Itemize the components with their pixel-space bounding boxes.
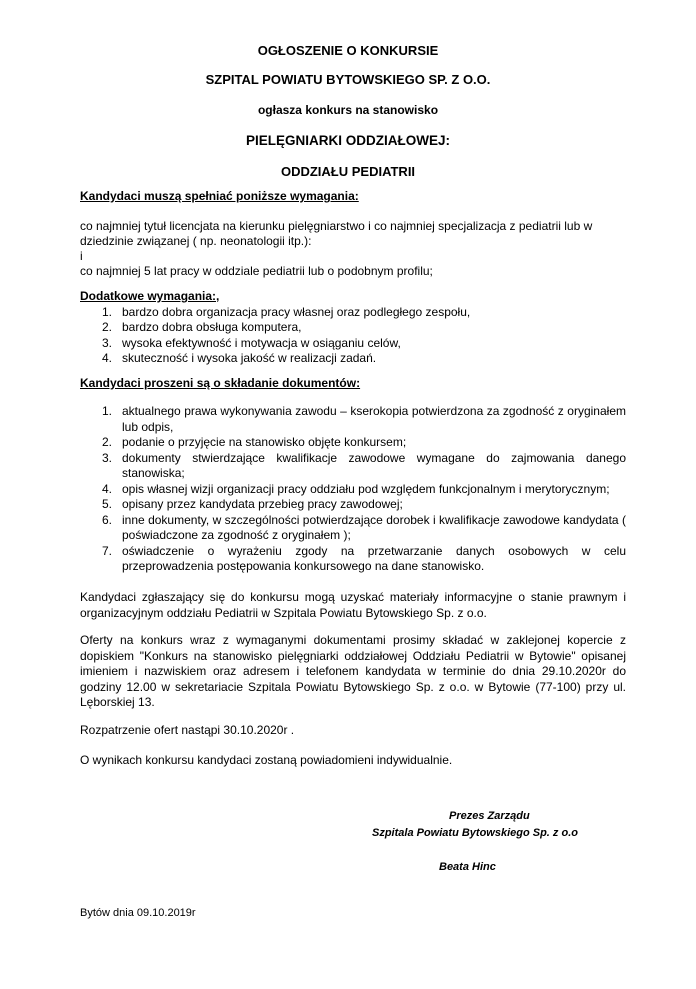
list-item	[80, 305, 626, 321]
requirement-conjunction: i	[80, 249, 83, 263]
list-item-number: 1.	[102, 404, 113, 418]
notification-text: O wynikach konkursu kandydaci zostaną powiadomieni indywidualnie.	[80, 753, 453, 767]
signature-role: Prezes Zarządu	[449, 810, 530, 822]
offers-paragraph: Oferty na konkurs wraz z wymaganymi dokumentami prosimy składać w zaklejonej kopercie z dopiskiem "Konkurs na stanowisko pielęgniarki oddziałowej Oddziału Pediatrii w Bytowie" opisanej imieniem i nazwiskiem oraz adresem i telefonem kandydata w terminie do dnia 29.10.2020r do godziny 12.00 w sekretariacie Szpitala Powiatu Bytowskiego Sp. z o.o. w Bytowie (77-100) przy ul. Lęborskiej 13.	[80, 633, 626, 709]
review-date: Rozpatrzenie ofert nastąpi 30.10.2020r .	[80, 723, 295, 737]
position-title: PIELĘGNIARKI ODDZIAŁOWEJ:	[245, 133, 450, 148]
list-item-number: 7.	[102, 543, 113, 558]
list-item-text: skuteczność i wysoka jakość w realizacji zadań.	[122, 351, 377, 365]
list-item	[80, 513, 626, 544]
list-item-text: podanie o przyjęcie na stanowisko objęte konkursem;	[122, 435, 407, 449]
list-item-text: oświadczenie o wyrażeniu zgody na przetwarzanie danych osobowych w celu przeprowadzenia postępowania konkursowego na dane stanowisko.	[122, 543, 626, 573]
list-item	[80, 482, 626, 498]
info-paragraph: Kandydaci zgłaszający się do konkursu mogą uzyskać materiały informacyjne o stanie prawnym i organizacyjnym oddziału Pediatrii w Szpitala Powiatu Bytowskiego Sp. z o.o.	[80, 590, 626, 620]
requirements-heading	[80, 189, 626, 205]
list-item-text: inne dokumenty, w szczególności potwierdzające dorobek i kwalifikacje zawodowe kandydata ( poświadczone za zgodność z oryginałem );	[122, 512, 626, 542]
documents-heading-text: Kandydaci proszeni są o składanie dokumentów:	[80, 376, 361, 390]
list-item-text: dokumenty stwierdzające kwalifikacje zawodowe wymagane do zajmowania danego stanowiska;	[122, 450, 626, 480]
list-item-text: aktualnego prawa wykonywania zawodu – kserokopia potwierdzona za zgodność z oryginałem lub odpis,	[122, 404, 626, 434]
additional-section	[80, 289, 626, 367]
document-title: OGŁOSZENIE O KONKURSIE	[257, 43, 439, 58]
signature-organization: Szpitala Powiatu Bytowskiego Sp. z o.o	[372, 827, 578, 839]
list-item-number: 1.	[102, 304, 113, 319]
list-item-text: opisany przez kandydata przebieg pracy zawodowej;	[122, 497, 403, 511]
list-item	[80, 336, 626, 352]
list-item-number: 2.	[102, 320, 113, 334]
list-item	[80, 404, 626, 435]
list-item	[80, 435, 626, 451]
list-item-number: 2.	[102, 435, 113, 449]
list-item-number: 3.	[102, 335, 113, 350]
list-item-number: 4.	[102, 481, 113, 496]
announcement-line: ogłasza konkurs na stanowisko	[257, 103, 439, 117]
list-item	[80, 320, 626, 336]
list-item-text: bardzo dobra organizacja pracy własnej oraz podległego zespołu,	[122, 304, 471, 319]
list-item	[80, 351, 626, 367]
requirement-line-2: co najmniej 5 lat pracy w oddziale pediatrii lub o podobnym profilu;	[80, 264, 433, 278]
list-item-number: 6.	[102, 512, 113, 527]
documents-section	[80, 404, 626, 575]
institution-name: SZPITAL POWIATU BYTOWSKIEGO SP. Z O.O.	[205, 72, 491, 87]
list-item	[80, 544, 626, 575]
list-item-number: 4.	[102, 351, 113, 365]
requirements-section	[80, 219, 626, 279]
additional-list	[80, 305, 626, 367]
requirements-heading-text: Kandydaci muszą spełniać poniższe wymagania:	[80, 189, 359, 203]
department-name: ODDZIAŁU PEDIATRII	[280, 164, 416, 179]
signature-name: Beata Hinc	[439, 861, 496, 873]
additional-heading: Dodatkowe wymagania:,	[80, 289, 220, 303]
place-date: Bytów dnia 09.10.2019r	[80, 907, 196, 919]
list-item-number: 3.	[102, 450, 113, 465]
list-item-text: opis własnej wizji organizacji pracy oddziału pod względem funkcjonalnym i merytorycznym;	[122, 481, 610, 496]
list-item	[80, 497, 626, 513]
list-item-text: bardzo dobra obsługa komputera,	[122, 320, 302, 334]
list-item-number: 5.	[102, 497, 113, 511]
documents-list	[80, 404, 626, 575]
documents-heading	[80, 376, 626, 392]
requirement-line-1: co najmniej tytuł licencjata na kierunku pielęgniarstwo i co najmniej specjalizacja z pediatrii lub w dziedzinie związanej ( np. neonatologii itp.):	[80, 219, 593, 248]
list-item	[80, 451, 626, 482]
list-item-text: wysoka efektywność i motywacja w osiąganiu celów,	[122, 335, 401, 350]
